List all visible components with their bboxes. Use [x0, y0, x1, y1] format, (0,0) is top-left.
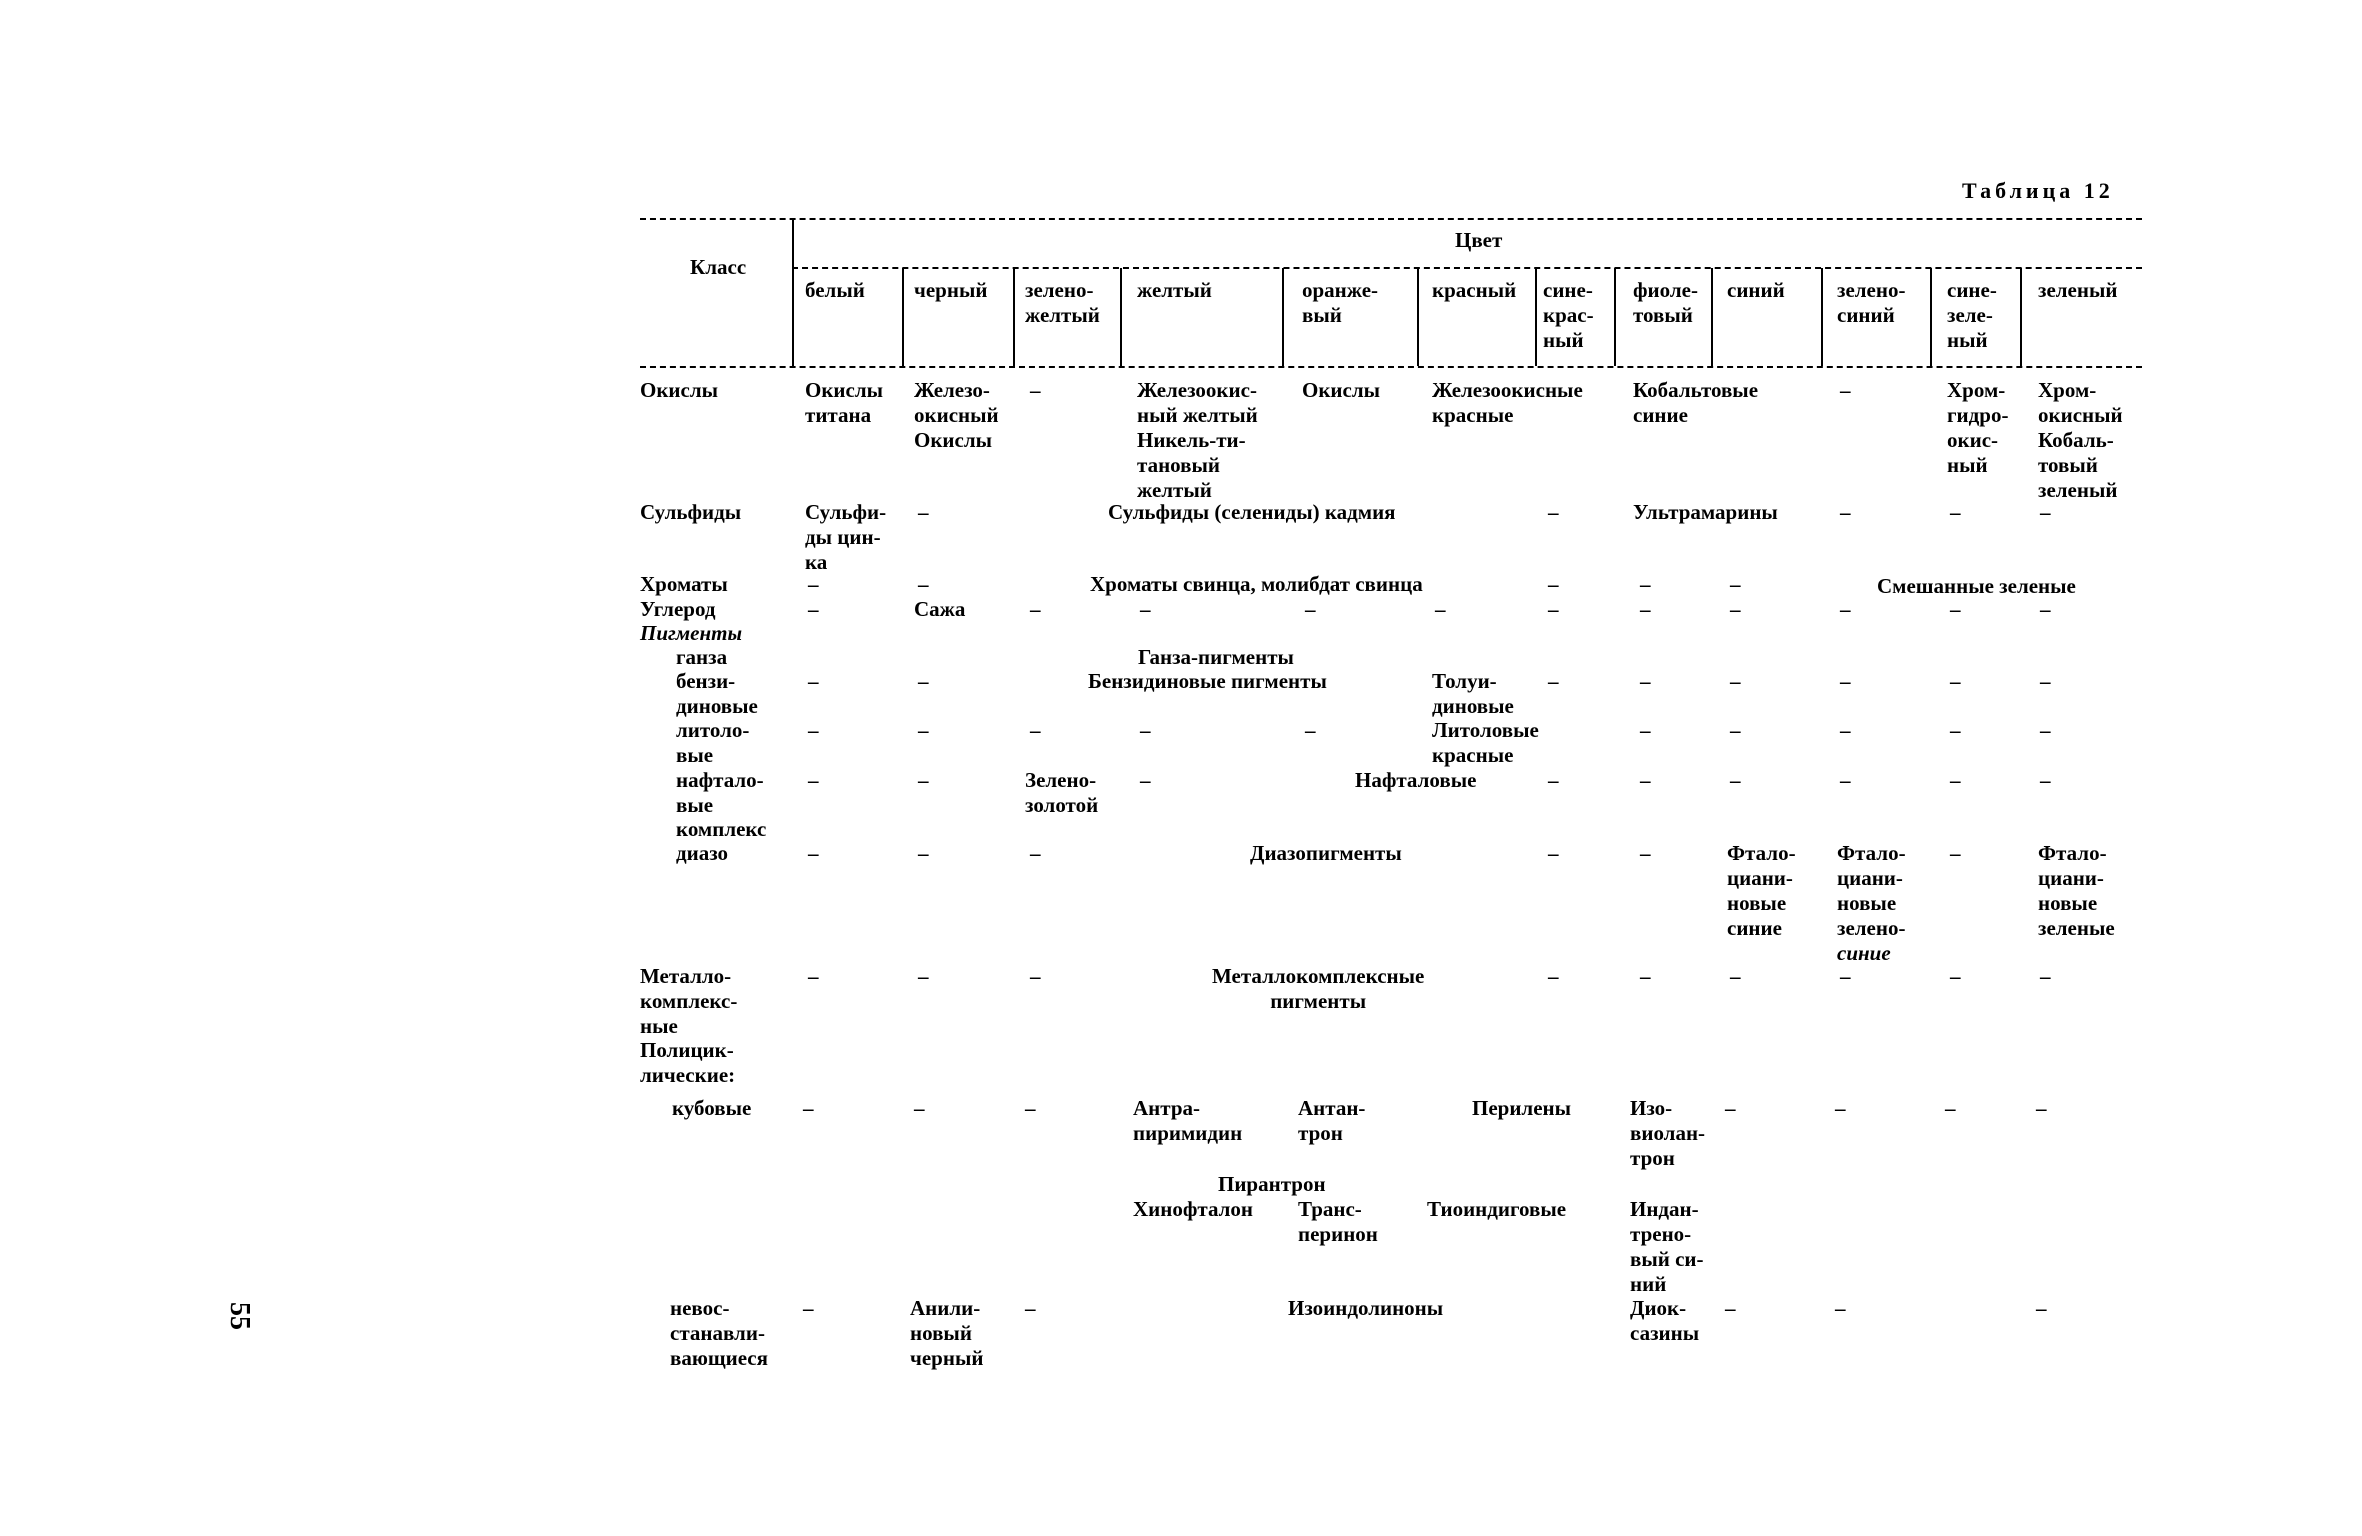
table-cell: –: [1030, 597, 1041, 621]
table-cell: –: [1548, 768, 1559, 792]
table-cell: –: [1548, 964, 1559, 988]
table-cell: Толуи- диновые: [1432, 669, 1514, 718]
row-label: комплекс: [676, 817, 767, 841]
table-cell: –: [1835, 1296, 1846, 1320]
table-cell: Антан- трон: [1298, 1096, 1366, 1145]
table-cell: –: [918, 718, 929, 742]
table-cell: Металлокомплексные пигменты: [1212, 964, 1425, 1013]
table-cell: Перилены: [1472, 1096, 1572, 1120]
table-cell: –: [1950, 500, 1961, 524]
table-cell: –: [1030, 964, 1041, 988]
table-cell: –: [2040, 768, 2051, 792]
table-cell: –: [1730, 718, 1741, 742]
table-cell: –: [1730, 964, 1741, 988]
table-cell: –: [2040, 500, 2051, 524]
table-cell: –: [1140, 768, 1151, 792]
header-divider: [1417, 268, 1419, 366]
table-cell: –: [1950, 669, 1961, 693]
table-cell: –: [1640, 768, 1651, 792]
table-cell: –: [1435, 597, 1446, 621]
row-label: диазо: [676, 841, 729, 865]
table-cell: –: [2036, 1096, 2047, 1120]
table-cell: –: [1950, 841, 1961, 865]
row-label: Металло- комплекс- ные: [640, 964, 738, 1038]
table-cell: –: [918, 500, 929, 524]
header-class: Класс: [690, 255, 747, 279]
table-cell: –: [1840, 500, 1851, 524]
table-cell: –: [1548, 597, 1559, 621]
table-cell: –: [1548, 500, 1559, 524]
header-orange: оранже- вый: [1302, 278, 1379, 327]
table-cell: –: [1305, 718, 1316, 742]
header-violet: фиоле- товый: [1633, 278, 1698, 327]
table-cell: –: [1640, 597, 1651, 621]
header-divider: [1120, 268, 1122, 366]
table-cell: –: [918, 768, 929, 792]
table-cell: –: [808, 572, 819, 596]
table-cell: –: [1140, 718, 1151, 742]
table-cell: –: [1945, 1096, 1956, 1120]
table-cell: –: [1025, 1096, 1036, 1120]
table-cell: –: [1950, 597, 1961, 621]
table-cell: Кобальтовые синие: [1633, 378, 1759, 427]
table-cell: Изо- виолан- трон: [1630, 1096, 1706, 1170]
table-cell: –: [914, 1096, 925, 1120]
header-divider: [1535, 268, 1537, 366]
table-cell: –: [918, 572, 929, 596]
table-cell: –: [2040, 597, 2051, 621]
table-cell: –: [803, 1296, 814, 1320]
table-cell: –: [1730, 597, 1741, 621]
table-cell: –: [1640, 669, 1651, 693]
table-cell: –: [1725, 1296, 1736, 1320]
table-cell: –: [808, 669, 819, 693]
table-cell: –: [2036, 1296, 2047, 1320]
header-blue-green: сине- зеле- ный: [1947, 278, 1997, 352]
row-label: Хроматы: [640, 572, 728, 596]
table-cell: Изоиндолиноны: [1288, 1296, 1444, 1320]
table-cell: Тиоиндиговые: [1427, 1197, 1567, 1221]
table-cell: Хинофталон: [1133, 1197, 1254, 1221]
table-cell: –: [918, 964, 929, 988]
table-cell: –: [808, 718, 819, 742]
table-cell: Транс- перинон: [1298, 1197, 1378, 1246]
table-cell: –: [1950, 768, 1961, 792]
table-cell: –: [1840, 964, 1851, 988]
table-cell: Сажа: [914, 597, 966, 621]
header-white: белый: [805, 278, 865, 302]
row-label: бензи- диновые: [676, 669, 758, 718]
table-cell: –: [808, 841, 819, 865]
table-cell: синие: [1837, 941, 1891, 965]
table-cell: Фтало- циани- новые зелено-: [1837, 841, 1906, 940]
header-divider: [902, 268, 904, 366]
header-black: черный: [914, 278, 988, 302]
table-cell: –: [1840, 718, 1851, 742]
table-cell: –: [1950, 718, 1961, 742]
header-divider: [1821, 268, 1823, 366]
table-cell: Ганза-пигменты: [1138, 645, 1294, 669]
table-cell: Хром- окисный Кобаль- товый зеленый: [2038, 378, 2123, 502]
page-number: 55: [224, 1302, 255, 1330]
table-cell: –: [918, 841, 929, 865]
row-label: Окислы: [640, 378, 719, 402]
table-cell: Пирантрон: [1218, 1172, 1326, 1196]
table-cell: –: [1640, 718, 1651, 742]
table-cell: Антра- пиримидин: [1133, 1096, 1243, 1145]
table-cell: Индан- трено- вый си- ний: [1630, 1197, 1704, 1296]
table-cell: –: [1030, 718, 1041, 742]
header-divider: [792, 220, 794, 366]
header-blue-red: сине- крас- ный: [1543, 278, 1594, 352]
table-cell: Фтало- циани- новые синие: [1727, 841, 1796, 940]
table-cell: –: [1140, 597, 1151, 621]
row-label: Сульфиды: [640, 500, 742, 524]
table-cell: –: [1030, 378, 1041, 402]
table-cell: Бензидиновые пигменты: [1088, 669, 1327, 693]
table-cell: –: [1548, 572, 1559, 596]
header-divider: [2020, 268, 2022, 366]
table-cell: –: [2040, 669, 2051, 693]
header-color: Цвет: [1455, 228, 1503, 252]
table-cell: –: [808, 597, 819, 621]
table-cell: –: [1840, 669, 1851, 693]
header-green: зеленый: [2038, 278, 2118, 302]
table-cell: –: [1305, 597, 1316, 621]
table-cell: –: [1950, 964, 1961, 988]
row-label: кубовые: [672, 1096, 752, 1120]
table-cell: –: [1730, 768, 1741, 792]
table-cell: –: [1730, 669, 1741, 693]
header-yellow: желтый: [1137, 278, 1212, 302]
table-cell: –: [803, 1096, 814, 1120]
table-cell: Зелено- золотой: [1025, 768, 1099, 817]
table-cell: Смешанные зеленые: [1877, 574, 2076, 598]
header-divider: [1013, 268, 1015, 366]
row-label: Углерод: [640, 597, 716, 621]
row-label: нафтало- вые: [676, 768, 764, 817]
table-cell: Железоокис- ный желтый Никель-ти- тановый желтый: [1137, 378, 1258, 502]
table-cell: –: [1640, 841, 1651, 865]
table-cell: Хроматы свинца, молибдат свинца: [1090, 572, 1423, 596]
header-green-yellow: зелено- желтый: [1025, 278, 1100, 327]
table-top-rule: [640, 218, 2142, 220]
table-cell: Сульфиды (селениды) кадмия: [1108, 500, 1396, 524]
row-label: Пигменты: [640, 621, 743, 645]
table-cell: –: [1548, 841, 1559, 865]
table-cell: Железоокисные красные: [1432, 378, 1583, 427]
table-cell: Диазопигменты: [1250, 841, 1402, 865]
table-cell: –: [918, 669, 929, 693]
row-label: Полицик- лические:: [640, 1038, 736, 1087]
table-cell: –: [1640, 572, 1651, 596]
header-bottom-rule: [640, 366, 2142, 368]
table-cell: Фтало- циани- новые зеленые: [2038, 841, 2115, 940]
table-cell: –: [808, 964, 819, 988]
table-cell: Хром- гидро- окис- ный: [1947, 378, 2009, 477]
table-cell: –: [1835, 1096, 1846, 1120]
table-cell: –: [2040, 964, 2051, 988]
table-cell: –: [1640, 964, 1651, 988]
table-cell: Нафталовые: [1355, 768, 1477, 792]
table-cell: –: [808, 768, 819, 792]
header-divider: [1282, 268, 1284, 366]
header-blue: синий: [1727, 278, 1785, 302]
table-cell: –: [2040, 718, 2051, 742]
table-cell: –: [1840, 597, 1851, 621]
header-divider: [1711, 268, 1713, 366]
row-label: литоло- вые: [676, 718, 750, 767]
table-cell: Сульфи- ды цин- ка: [805, 500, 887, 574]
table-cell: –: [1725, 1096, 1736, 1120]
table-cell: –: [1730, 572, 1741, 596]
header-divider: [1614, 268, 1616, 366]
table-cell: Литоловые красные: [1432, 718, 1539, 767]
table-cell: Ультрамарины: [1633, 500, 1778, 524]
table-cell: Анили- новый черный: [910, 1296, 984, 1370]
table-title: Таблица 12: [1962, 178, 2114, 203]
table-cell: –: [1030, 841, 1041, 865]
table-cell: –: [1840, 768, 1851, 792]
header-red: красный: [1432, 278, 1517, 302]
table-cell: Железо- окисный Окислы: [914, 378, 999, 452]
header-divider: [1930, 268, 1932, 366]
color-subheader-rule: [792, 267, 2142, 269]
table-cell: Окислы: [1302, 378, 1381, 402]
table-cell: Окислы титана: [805, 378, 884, 427]
table-cell: –: [1840, 378, 1851, 402]
row-label: невос- станавли- вающиеся: [670, 1296, 768, 1370]
table-cell: –: [1548, 669, 1559, 693]
table-cell: Диок- сазины: [1630, 1296, 1700, 1345]
table-cell: –: [1025, 1296, 1036, 1320]
header-green-blue: зелено- синий: [1837, 278, 1906, 327]
row-label: ганза: [676, 645, 728, 669]
